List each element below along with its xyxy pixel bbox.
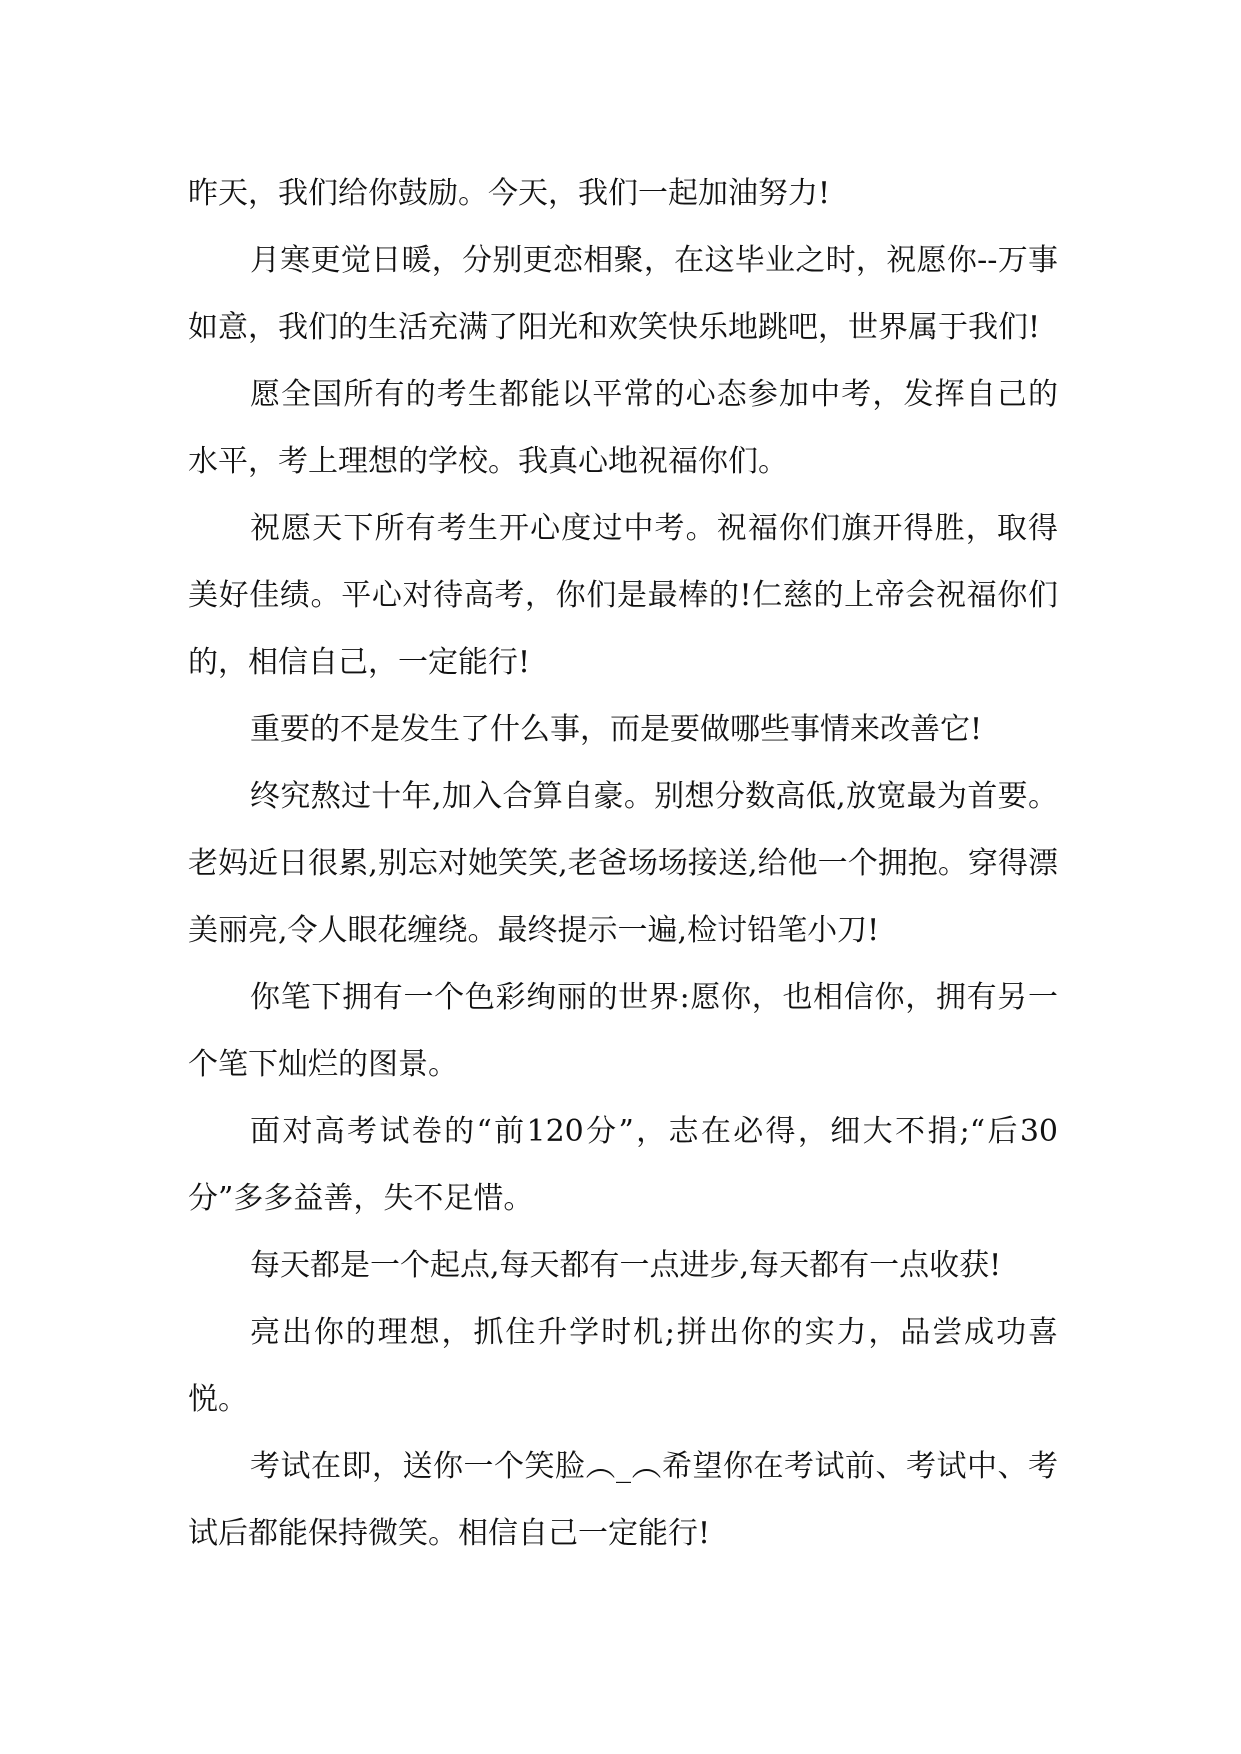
paragraph: 考试在即，送你一个笑脸︵_︵希望你在考试前、考试中、考试后都能保持微笑。相信自己一定能行! — [188, 1449, 1058, 1551]
paragraph: 亮出你的理想，抓住升学时机;拼出你的实力，品尝成功喜悦。 — [188, 1315, 1058, 1417]
paragraph: 重要的不是发生了什么事，而是要做哪些事情来改善它! — [250, 712, 983, 747]
paragraph: 终究熬过十年,加入合算自豪。别想分数高低,放宽最为首要。老妈近日很累,别忘对她笑笑,老爸场场接送,给他一个拥抱。穿得漂美丽亮,令人眼花缠绕。最终提示一遍,检讨铅笔小刀! — [188, 779, 1058, 948]
paragraph: 你笔下拥有一个色彩绚丽的世界:愿你，也相信你，拥有另一个笔下灿烂的图景。 — [188, 980, 1058, 1082]
paragraph: 愿全国所有的考生都能以平常的心态参加中考，发挥自己的水平，考上理想的学校。我真心地祝福你们。 — [188, 377, 1058, 479]
document-body — [188, 160, 1058, 1567]
paragraph: 每天都是一个起点,每天都有一点进步,每天都有一点收获! — [250, 1248, 1002, 1283]
paragraph: 面对高考试卷的“前120分”，志在必得，细大不捐;“后30分”多多益善，失不足惜。 — [188, 1114, 1058, 1216]
paragraph: 昨天，我们给你鼓励。今天，我们一起加油努力! — [188, 176, 831, 211]
paragraph: 祝愿天下所有考生开心度过中考。祝福你们旗开得胜，取得美好佳绩。平心对待高考，你们是最棒的!仁慈的上帝会祝福你们的，相信自己，一定能行! — [188, 511, 1058, 680]
paragraph: 月寒更觉日暖，分别更恋相聚，在这毕业之时，祝愿你--万事如意，我们的生活充满了阳光和欢笑快乐地跳吧，世界属于我们! — [188, 243, 1058, 345]
